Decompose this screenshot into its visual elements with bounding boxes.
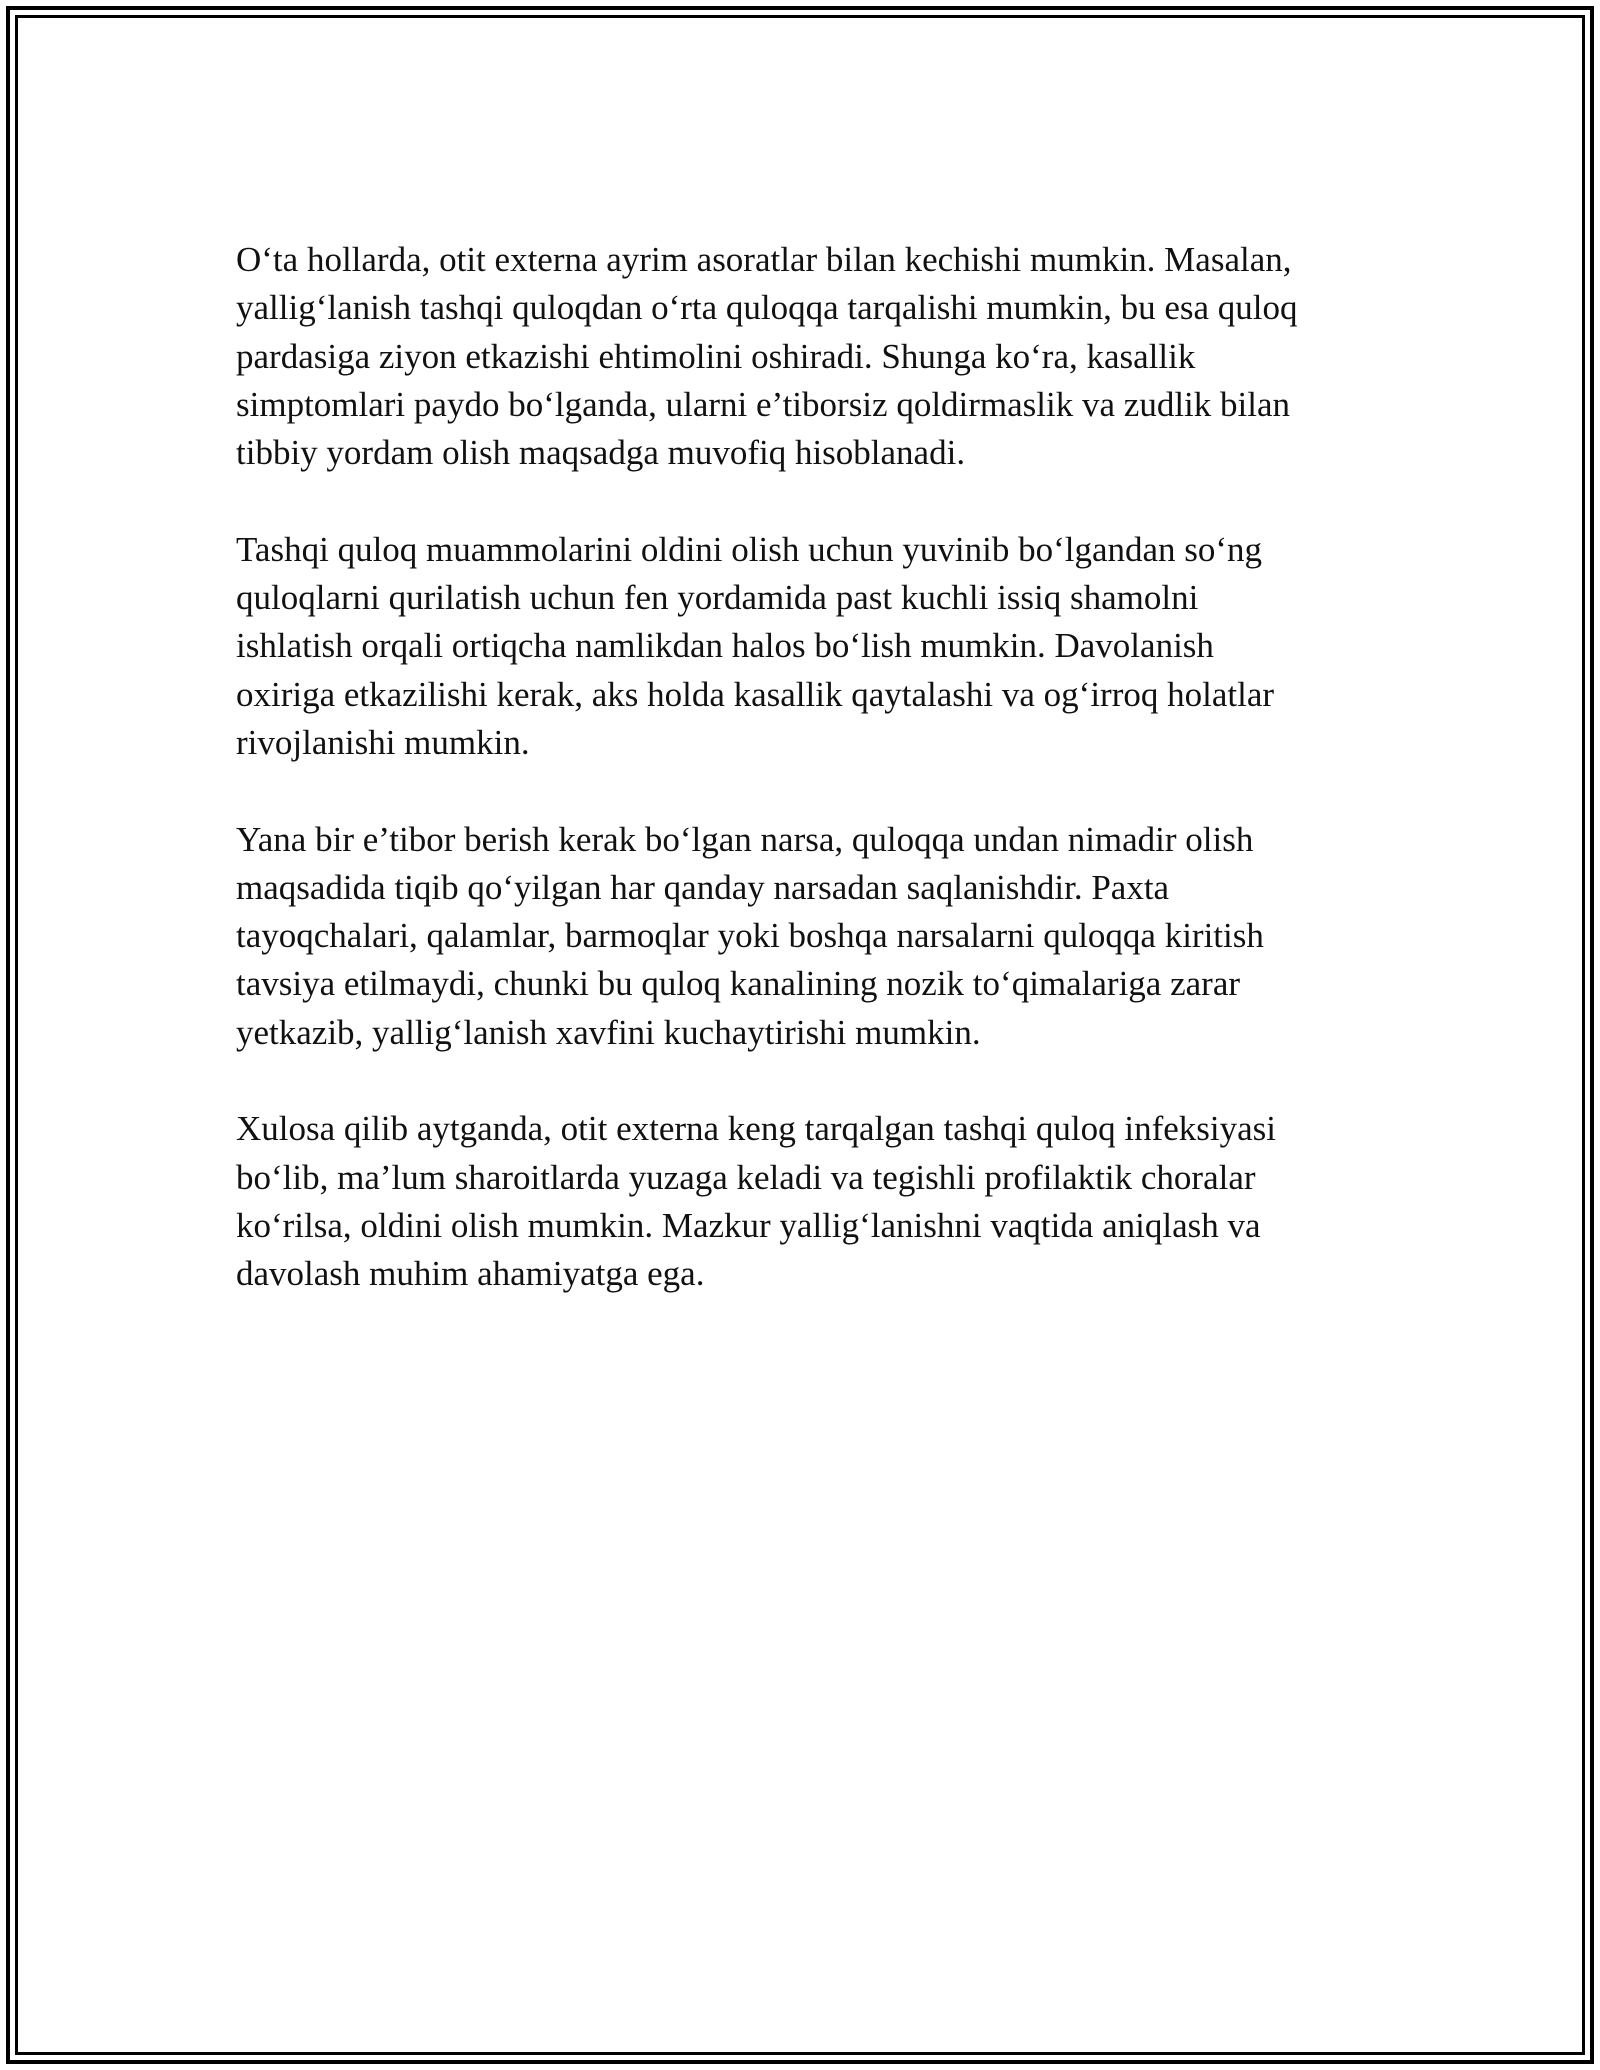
text-line: Yana bir e’tibor berish kerak bo‘lgan narsa, quloqqa undan nimadir olish	[236, 819, 1254, 859]
text-line: simptomlari paydo bo‘lganda, ularni e’tiborsiz qoldirmaslik va zudlik bilan	[236, 384, 1290, 424]
text-line: bo‘lib, ma’lum sharoitlarda yuzaga keladi va tegishli profilaktik choralar	[236, 1157, 1256, 1197]
text-line: Xulosa qilib aytganda, otit externa keng tarqalgan tashqi quloq infeksiyasi	[236, 1109, 1277, 1149]
paragraph-3	[236, 816, 1366, 1057]
text-line: O‘ta hollarda, otit externa ayrim asoratlar bilan kechishi mumkin. Masalan,	[236, 240, 1292, 279]
text-line: davolash muhim ahamiyatga ega.	[236, 1254, 705, 1294]
paragraph-1	[236, 236, 1366, 477]
text-line: oxiriga etkazilishi kerak, aks holda kasallik qaytalashi va og‘irroq holatlar	[236, 674, 1275, 714]
text-line: tibbiy yordam olish maqsadga muvofiq hisoblanadi.	[236, 433, 966, 473]
text-line: quloqlarni qurilatish uchun fen yordamida past kuchli issiq shamolni	[236, 578, 1199, 618]
text-line: yallig‘lanish tashqi quloqdan o‘rta quloqqa tarqalishi mumkin, bu esa quloq	[236, 288, 1298, 328]
paragraph-4	[236, 1105, 1366, 1298]
document-body	[236, 236, 1366, 1347]
text-line: Tashqi quloq muammolarini oldini olish uchun yuvinib bo‘lgandan so‘ng	[236, 529, 1263, 569]
text-line: rivojlanishi mumkin.	[236, 722, 530, 762]
text-line: yetkazib, yallig‘lanish xavfini kuchaytirishi mumkin.	[236, 1012, 981, 1052]
paragraph-2	[236, 526, 1366, 767]
text-line: tayoqchalari, qalamlar, barmoqlar yoki boshqa narsalarni quloqqa kiritish	[236, 916, 1264, 956]
text-line: maqsadida tiqib qo‘yilgan har qanday narsadan saqlanishdir. Paxta	[236, 867, 1170, 907]
text-line: ishlatish orqali ortiqcha namlikdan halos bo‘lish mumkin. Davolanish	[236, 626, 1214, 666]
text-line: pardasiga ziyon etkazishi ehtimolini oshiradi. Shunga ko‘ra, kasallik	[236, 336, 1196, 376]
text-line: ko‘rilsa, oldini olish mumkin. Mazkur yallig‘lanishni vaqtida aniqlash va	[236, 1205, 1261, 1245]
text-line: tavsiya etilmaydi, chunki bu quloq kanalining nozik to‘qimalariga zarar	[236, 964, 1241, 1004]
